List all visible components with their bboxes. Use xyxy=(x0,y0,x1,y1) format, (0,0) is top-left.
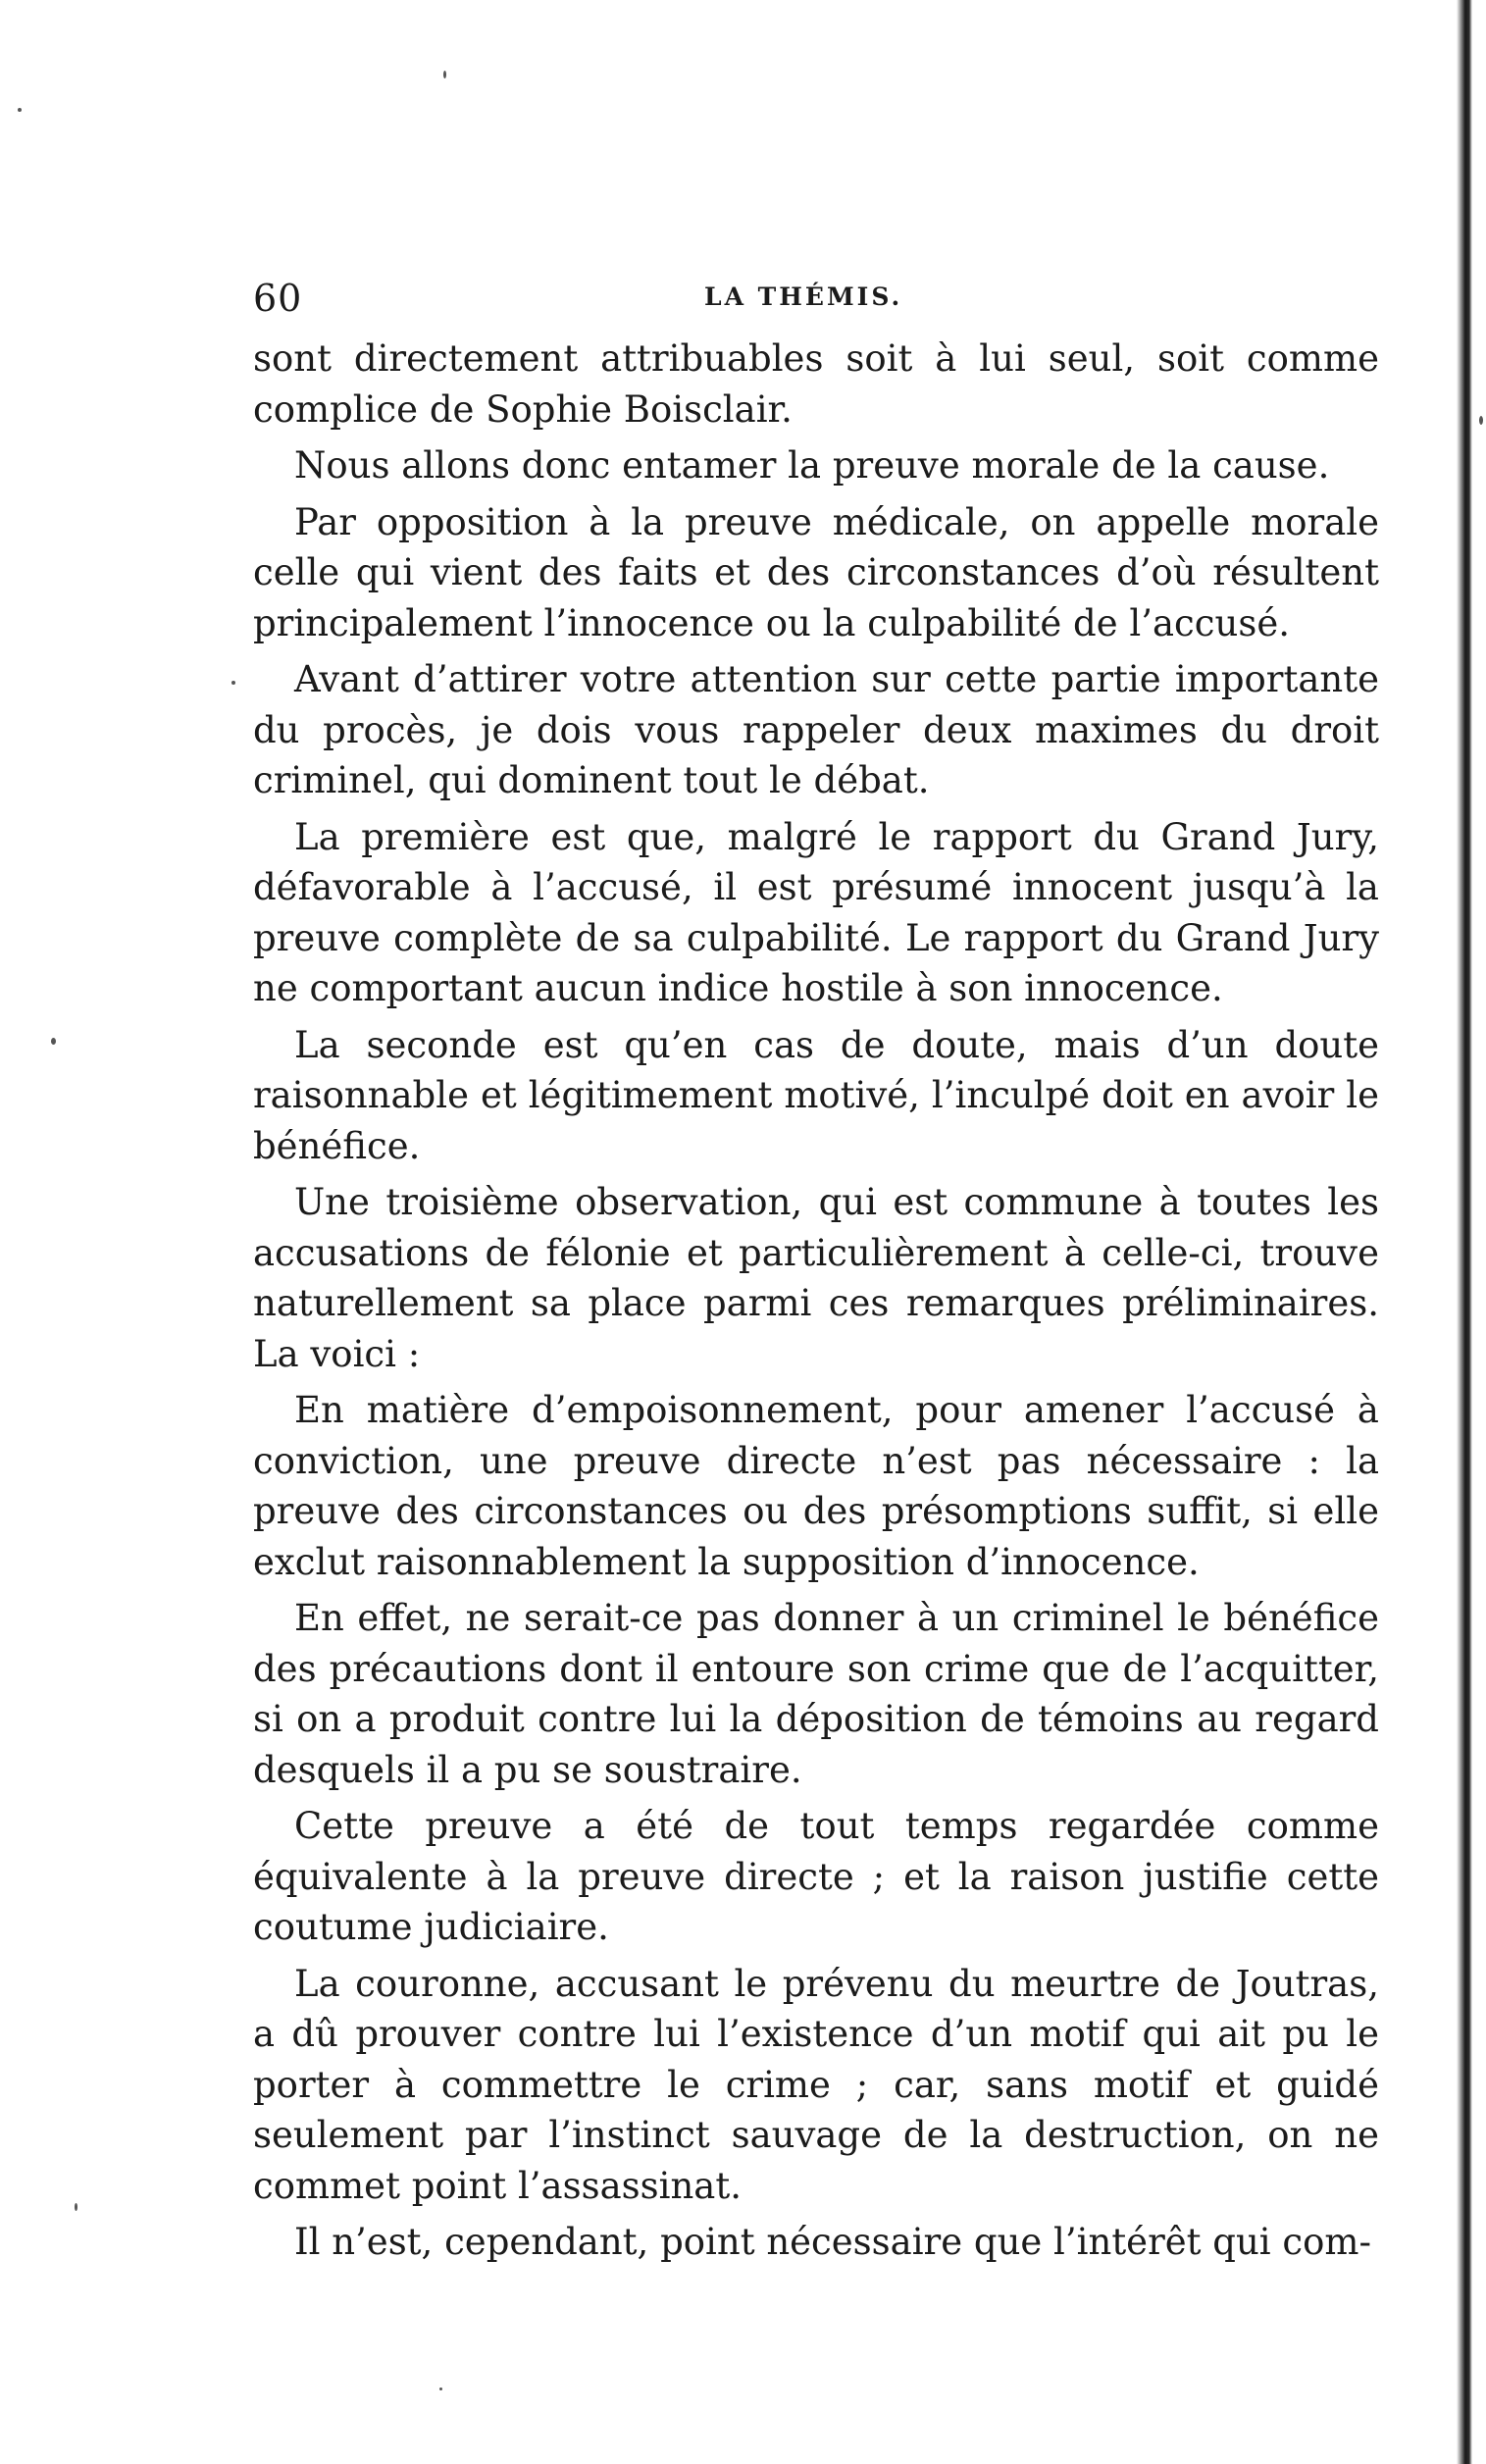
paragraph: sont directement attribuables soit à lui seul, soit comme complice de Sophie Boisclair. xyxy=(253,337,1379,431)
scan-speck xyxy=(443,71,446,78)
scan-speck xyxy=(51,1038,56,1045)
scan-speck xyxy=(1479,416,1483,425)
paragraph: En matière d’empoisonnement, pour amener l’accusé à conviction, une preuve directe n’est pas nécessaire : la preuve des circonstances ou des présomptions suffit, si elle exclut raisonnablement la supposition d’innocence. xyxy=(253,1389,1379,1583)
document-page xyxy=(253,277,1379,2268)
paragraph: La seconde est qu’en cas de doute, mais d’un doute raisonnable et légitimement motivé, l’inculpé doit en avoir le bénéfice. xyxy=(253,1023,1379,1167)
paragraph: Il n’est, cependant, point nécessaire que l’intérêt qui com- xyxy=(294,2221,1371,2263)
paragraph: La première est que, malgré le rapport du Grand Jury, défavorable à l’accusé, il est présumé innocent jusqu’à la preuve complète de sa culpabilité. Le rapport du Grand Jury ne comportant aucun indice hostile à son innocence. xyxy=(253,815,1379,1009)
scan-speck xyxy=(231,681,235,685)
running-head xyxy=(253,277,1379,334)
scan-speck xyxy=(75,2203,77,2211)
paragraph: Une troisième observation, qui est commune à toutes les accusations de félonie et particulièrement à celle-ci, trouve naturellement sa place parmi ces remarques préliminaires. La voici : xyxy=(253,1181,1379,1375)
scan-speck xyxy=(18,108,22,112)
paragraph: Nous allons donc entamer la preuve morale de la cause. xyxy=(294,444,1330,487)
paragraph: Cette preuve a été de tout temps regardée comme équivalente à la preuve directe ; et la raison justifie cette coutume judiciaire. xyxy=(253,1805,1379,1948)
running-title: LA THÉMIS. xyxy=(704,282,903,311)
body-text xyxy=(253,334,1379,2268)
paragraph: La couronne, accusant le prévenu du meurtre de Joutras, a dû prouver contre lui l’existence d’un motif qui ait pu le porter à commettre le crime ; car, sans motif et guidé seulement par l’instinct sauvage de la destruction, on ne commet point l’assassinat. xyxy=(253,1962,1379,2207)
paragraph: Avant d’attirer votre attention sur cette partie importante du procès, je dois vous rappeler deux maximes du droit criminel, qui dominent tout le débat. xyxy=(253,658,1379,801)
scan-page-edge xyxy=(1457,0,1472,2464)
page-number: 60 xyxy=(253,277,303,320)
paragraph: En effet, ne serait-ce pas donner à un criminel le bénéfice des précautions dont il entoure son crime que de l’acquitter, si on a produit contre lui la déposition de témoins au regard desquels il a pu se soustraire. xyxy=(253,1597,1379,1791)
paragraph: Par opposition à la preuve médicale, on appelle morale celle qui vient des faits et des circonstances d’où résultent principalement l’innocence ou la culpabilité de l’accusé. xyxy=(253,500,1379,644)
scan-speck xyxy=(439,2387,442,2390)
